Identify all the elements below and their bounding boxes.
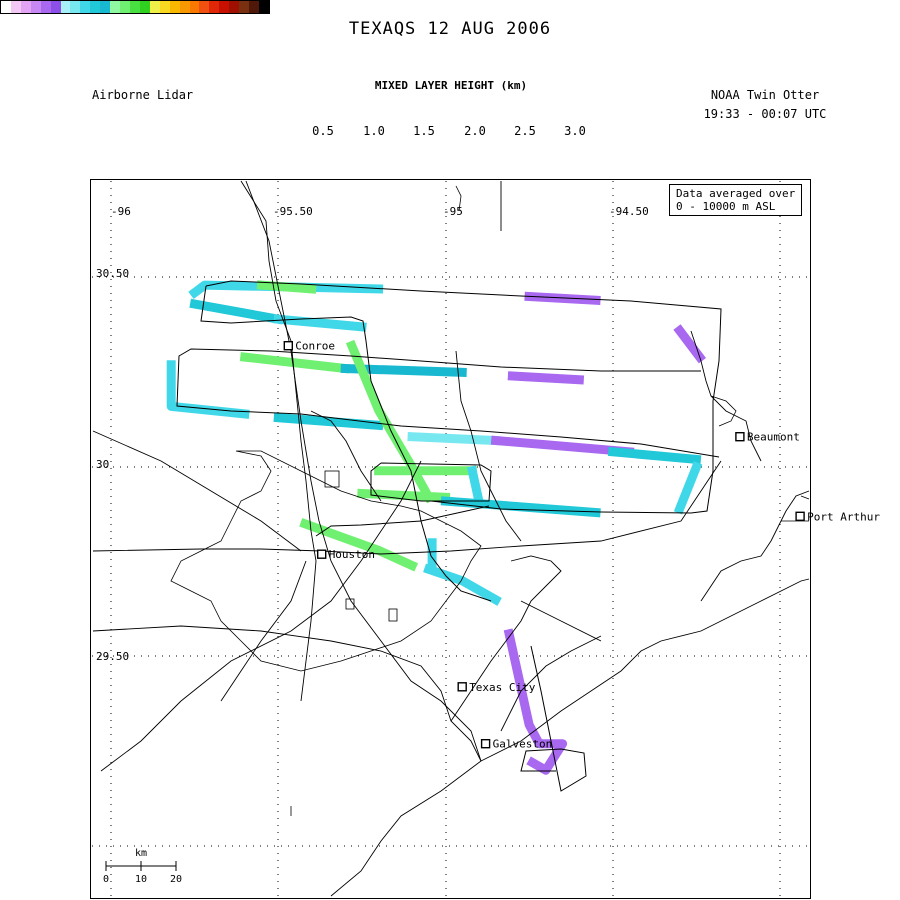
- colorbar-swatch: [61, 1, 71, 13]
- instrument-label: Airborne Lidar: [92, 88, 194, 102]
- lake: [711, 396, 736, 426]
- mixed-layer-segment: [278, 319, 362, 327]
- colorbar-swatch: [160, 1, 170, 13]
- map-panel: [90, 179, 880, 899]
- colorbar-swatch: [249, 1, 259, 13]
- colorbar-swatch: [180, 1, 190, 13]
- city-label: Houston: [328, 548, 376, 562]
- colorbar-tick: 1.0: [363, 124, 385, 138]
- note-line: Data averaged over: [676, 187, 796, 200]
- city-marker: [318, 550, 326, 558]
- mixed-layer-segment: [472, 471, 479, 501]
- colorbar-tick: 0.5: [312, 124, 334, 138]
- scale-bar: [106, 861, 176, 871]
- mixed-layer-segment: [512, 376, 579, 380]
- city-marker: [284, 342, 292, 350]
- city-marker: [458, 683, 466, 691]
- colorbar-swatch: [70, 1, 80, 13]
- longitude-label: -94.50: [609, 205, 649, 218]
- longitude-label: -95.50: [273, 205, 313, 218]
- scale-unit: km: [134, 848, 148, 859]
- latitude-label: 29.50: [96, 650, 130, 663]
- mixed-layer-segment: [262, 285, 312, 289]
- plot-title: TEXAQS 12 AUG 2006: [348, 19, 552, 39]
- mixed-layer-segment: [412, 437, 496, 441]
- city-label: Texas City: [469, 680, 536, 694]
- colorbar-tick: 2.5: [514, 124, 536, 138]
- lake: [325, 471, 339, 487]
- colorbar-swatch: [51, 1, 61, 13]
- mixed-layer-segment: [195, 304, 279, 319]
- colorbar-swatch: [90, 1, 100, 13]
- river-trinity: [456, 181, 521, 541]
- colorbar-tick: 2.0: [464, 124, 486, 138]
- city-label: Beaumont: [746, 430, 800, 444]
- colorbar-swatch: [140, 1, 150, 13]
- colorbar-swatch: [11, 1, 21, 13]
- sabine-coast: [701, 491, 809, 601]
- city-label: Galveston: [492, 737, 553, 751]
- longitude-label: -95: [443, 205, 463, 218]
- colorbar-swatch: [259, 1, 269, 13]
- colorbar-swatch: [150, 1, 160, 13]
- colorbar-tick: 3.0: [564, 124, 586, 138]
- colorbar-swatch: [80, 1, 90, 13]
- colorbar-swatch: [41, 1, 51, 13]
- highway-us290: [93, 431, 301, 551]
- colorbar-swatch: [110, 1, 120, 13]
- city-marker: [482, 740, 490, 748]
- colorbar-swatch: [31, 1, 41, 13]
- latitude-label: 30: [96, 458, 110, 471]
- coastline-east: [481, 579, 809, 761]
- colorbar-swatch: [239, 1, 249, 13]
- colorbar-swatch: [219, 1, 229, 13]
- colorbar-tick: 1.5: [413, 124, 435, 138]
- colorbar: [0, 0, 270, 14]
- city-marker: [736, 433, 744, 441]
- colorbar-swatch: [130, 1, 140, 13]
- colorbar-swatch: [21, 1, 31, 13]
- mixed-layer-segment: [613, 452, 697, 460]
- colorbar-swatch: [1, 1, 11, 13]
- scale-label: 20: [169, 874, 183, 885]
- city-label: Port Arthur: [807, 510, 880, 524]
- mixed-layer-segment: [429, 569, 496, 599]
- colorbar-swatch: [229, 1, 239, 13]
- map-canvas: [91, 180, 880, 898]
- colorbar-swatch: [209, 1, 219, 13]
- road-east: [521, 601, 601, 641]
- colorbar-swatch: [120, 1, 130, 13]
- colorbar-swatch: [190, 1, 200, 13]
- highway-us59: [101, 461, 421, 771]
- scale-label: 0: [102, 874, 110, 885]
- scale-label: 10: [134, 874, 148, 885]
- colorbar-swatch: [100, 1, 110, 13]
- colorbar-swatch: [170, 1, 180, 13]
- lake: [389, 609, 397, 621]
- city-marker: [796, 512, 804, 520]
- longitude-label: -96: [111, 205, 131, 218]
- mixed-layer-segment: [245, 357, 345, 368]
- colorbar-title: MIXED LAYER HEIGHT (km): [374, 79, 528, 92]
- platform-label: NOAA Twin Otter: [710, 88, 820, 102]
- city-label: Conroe: [295, 339, 336, 353]
- coastline: [93, 626, 481, 896]
- colorbar-swatch: [199, 1, 209, 13]
- latitude-label: 30.50: [96, 267, 130, 280]
- note-line: 0 - 10000 m ASL: [676, 200, 776, 213]
- data-averaging-note: [669, 184, 802, 216]
- time-range-label: 19:33 - 00:07 UTC: [703, 107, 827, 121]
- mixed-layer-segment: [680, 331, 700, 358]
